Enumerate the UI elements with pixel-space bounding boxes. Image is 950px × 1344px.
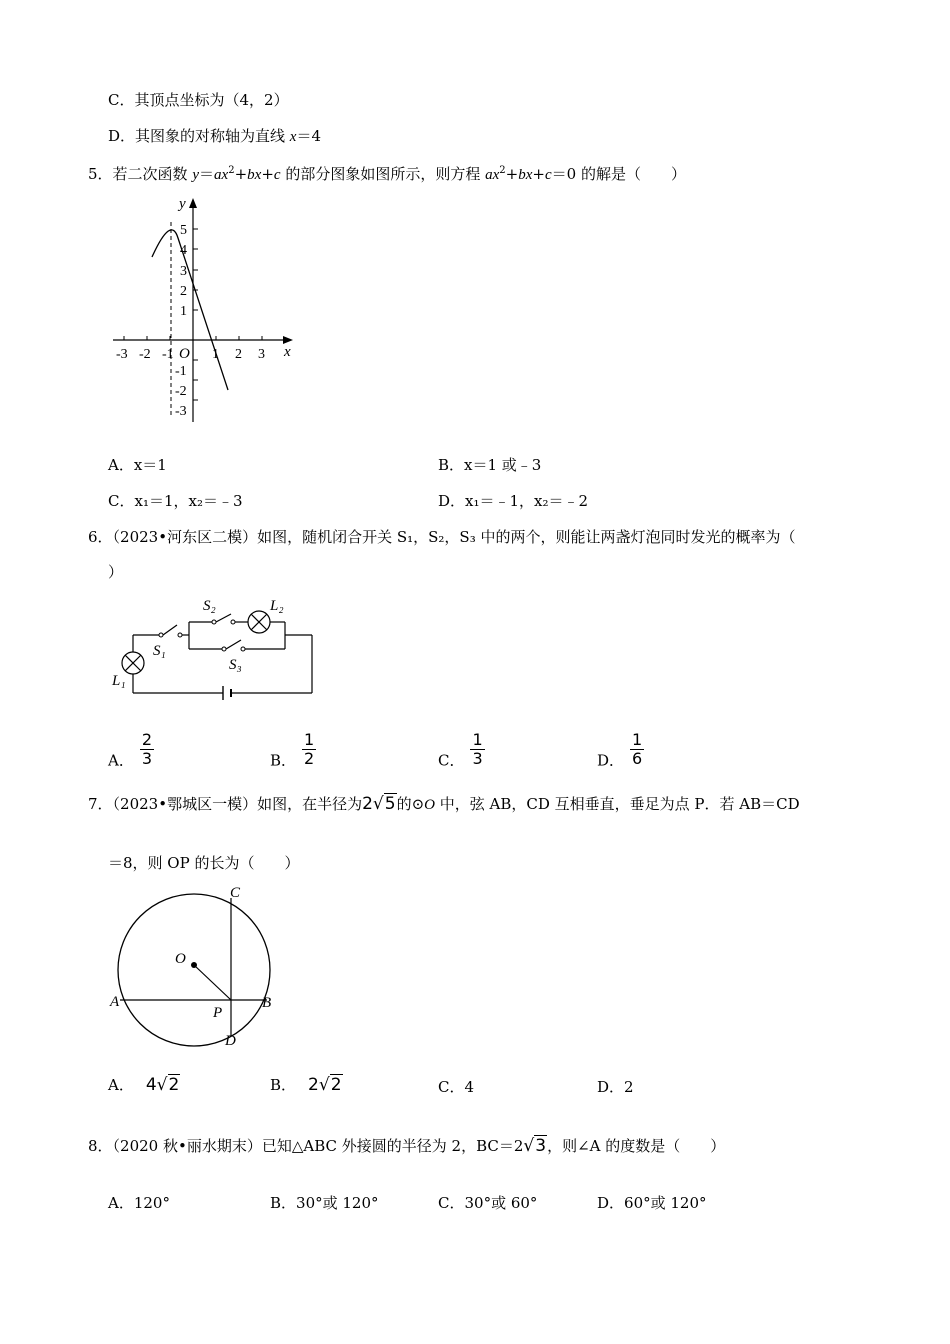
q7-option-b[interactable] [270, 1075, 343, 1095]
q5-number: 5． [88, 165, 113, 183]
q8-option-b-text: 30°或 120° [296, 1194, 379, 1212]
q8-rad: 3 [535, 1136, 547, 1156]
q8-option-b[interactable] [270, 1193, 379, 1213]
q5-y-ticks [193, 229, 198, 400]
q6-option-a-den: 3 [141, 749, 153, 768]
q5-t15: + [532, 165, 545, 183]
q5-option-b[interactable] [438, 455, 541, 475]
q5-option-c-text: x₁＝1，x₂＝﹣3 [134, 492, 243, 510]
q5-xtick-m3: -3 [116, 347, 128, 362]
q5-x-arrow-icon [283, 336, 293, 344]
q5-xtick-m1: -1 [162, 347, 174, 362]
q5-xtick-3: 3 [258, 347, 265, 362]
q5-xtick-2: 2 [235, 347, 242, 362]
q4-option-d [108, 126, 321, 147]
q7-option-b-coef: 2 [308, 1075, 319, 1095]
q5-ytick-m1: -1 [175, 364, 187, 379]
q8-option-a-text: 120° [133, 1194, 170, 1212]
q5-t16: c [544, 167, 552, 183]
q5-t12: 2 [499, 165, 506, 176]
q7-label-a: A [110, 994, 120, 1010]
q5-option-b-letter: B． [438, 456, 465, 474]
q5-y-tick-labels [175, 223, 187, 419]
q6-option-d[interactable] [597, 731, 644, 771]
q6-option-a-fraction [140, 731, 154, 768]
q7-option-c[interactable] [438, 1077, 474, 1097]
q7-option-a[interactable] [108, 1075, 180, 1095]
q5-origin-label: O [179, 346, 190, 362]
q7-text-b: 的⊙ [396, 795, 425, 813]
q8-option-a-letter: A． [108, 1194, 134, 1212]
q6-circuit [105, 595, 345, 710]
q6-stem-line2: ） [108, 563, 124, 581]
q7-figure [105, 880, 285, 1060]
q5-t17: ＝0 的解是（ ） [551, 165, 686, 183]
q8-text-b: ，则∠A 的度数是（ ） [547, 1137, 726, 1155]
q7-label-o: O [175, 951, 186, 967]
q8-option-d-letter: D． [597, 1194, 625, 1212]
q7-option-b-expr: 2√2 [308, 1075, 342, 1095]
q7-label-d: D [225, 1033, 236, 1049]
q8-option-c-text: 30°或 60° [464, 1194, 538, 1212]
q6-option-b-fraction [302, 731, 316, 768]
q8-option-d-text: 60°或 120° [624, 1194, 707, 1212]
q5-ytick-m2: -2 [175, 384, 187, 399]
q5-t9: c [273, 167, 281, 183]
q5-stem [88, 161, 686, 185]
q8-option-c[interactable] [438, 1193, 537, 1213]
q6-option-c-num: 1 [472, 730, 483, 749]
q6-switch-s2 [216, 614, 231, 622]
q5-ytick-1: 1 [180, 304, 187, 319]
q8-stem [88, 1136, 725, 1156]
q6-option-b-den: 2 [304, 749, 315, 768]
q8-rad-expr: √3 [523, 1136, 547, 1156]
q7-option-a-expr: 4√2 [145, 1075, 180, 1095]
q7-label-c: C [230, 885, 241, 901]
q7-option-d[interactable] [597, 1077, 634, 1097]
q7-option-d-text: 2 [624, 1078, 634, 1096]
q7-option-c-text: 4 [464, 1078, 475, 1096]
q6-option-b-letter: B． [270, 751, 297, 770]
q7-option-a-coef: 4 [145, 1075, 157, 1095]
q8-option-c-letter: C． [438, 1194, 465, 1212]
q6-option-a[interactable] [108, 731, 154, 771]
q6-number: 6． [88, 528, 113, 546]
q5-t13: + [505, 165, 519, 183]
q6-label-s3: S₃ [229, 657, 242, 673]
q8-option-d[interactable] [597, 1193, 707, 1213]
q5-x-tick-labels [116, 347, 265, 362]
q6-option-a-num: 2 [141, 730, 153, 749]
q5-xtick-m2: -2 [139, 347, 151, 362]
q5-t6: + [234, 165, 248, 183]
q5-t1: 若二次函数 [112, 165, 193, 183]
q5-t5: 2 [228, 165, 235, 176]
q7-text-c: O [424, 797, 435, 813]
q7-text-d: 中，弦 AB，CD 互相垂直，垂足为点 P．若 AB＝CD [435, 795, 800, 813]
q6-option-d-den: 6 [632, 749, 643, 768]
q7-label-p: P [213, 1005, 223, 1021]
q8-number: 8． [88, 1137, 113, 1155]
q5-option-d[interactable] [438, 491, 588, 511]
q8-option-a[interactable] [108, 1193, 170, 1213]
q7-option-b-letter: B． [270, 1076, 297, 1094]
q5-t2: y [192, 167, 199, 183]
q7-option-d-letter: D． [597, 1078, 625, 1096]
q5-ytick-2: 2 [180, 284, 187, 299]
q5-t8: + [261, 165, 274, 183]
q6-switch-s1 [163, 625, 177, 635]
q5-ytick-3: 3 [180, 264, 187, 279]
q5-option-d-letter: D． [438, 492, 466, 510]
q6-option-a-letter: A． [108, 751, 134, 770]
q8-text-a: （2020 秋•丽水期末）已知△ABC 外接圆的半径为 2，BC＝2 [112, 1137, 524, 1155]
q7-radius-rad: 5 [384, 794, 396, 814]
q7-option-c-letter: C． [438, 1078, 465, 1096]
q5-x-label: x [284, 344, 291, 360]
q6-label-l2: L₂ [270, 598, 284, 614]
q4-option-d-value: ＝4 [296, 127, 322, 145]
q5-t7: bx [247, 167, 262, 183]
q6-switch-s3 [226, 640, 241, 649]
q5-option-c-letter: C． [108, 492, 135, 510]
q7-label-b: B [262, 995, 272, 1011]
q6-label-l1: L₁ [112, 673, 126, 689]
q6-option-b[interactable] [270, 731, 316, 771]
q5-parabola [152, 230, 228, 390]
q6-label-s2: S₂ [203, 598, 216, 614]
q5-y-label: y [179, 196, 186, 212]
q6-option-d-letter: D． [597, 751, 625, 770]
q5-option-d-text: x₁＝﹣1，x₂＝﹣2 [465, 492, 589, 510]
q5-xtick-1: 1 [212, 347, 219, 362]
q5-t11: ax [485, 167, 500, 183]
q7-stem-line1 [88, 794, 800, 815]
q5-option-a-text: x＝1 [133, 456, 167, 474]
q5-t14: bx [518, 167, 533, 183]
q6-option-d-fraction [630, 731, 644, 768]
q5-t10: 的部分图象如图所示，则方程 [280, 165, 486, 183]
q6-option-c-letter: C． [438, 751, 465, 770]
q4-option-d-text: D．其图象的对称轴为直线 [108, 127, 290, 145]
q7-stem-line2: ＝8，则 OP 的长为（ ） [108, 854, 300, 872]
q8-option-b-letter: B． [270, 1194, 297, 1212]
q7-segment-op [194, 965, 231, 1000]
q5-ytick-5: 5 [180, 223, 187, 238]
q6-option-c-den: 3 [472, 749, 483, 768]
q5-ytick-m3: -3 [175, 404, 187, 419]
q5-option-a[interactable] [108, 455, 167, 475]
q6-option-c-fraction [470, 731, 484, 768]
q5-option-c[interactable] [108, 491, 243, 511]
q5-y-arrow-icon [189, 198, 197, 208]
q7-option-a-letter: A． [108, 1076, 134, 1094]
q5-t3: ＝ [199, 165, 215, 183]
q7-center-dot [191, 962, 197, 968]
q6-option-d-num: 1 [632, 730, 643, 749]
q7-radius-coef: 2 [362, 794, 373, 814]
q4-option-d-var: x [289, 129, 297, 145]
q5-option-b-text: x＝1 或﹣3 [464, 456, 542, 474]
q5-option-a-letter: A． [108, 456, 134, 474]
q7-radius-expr: 2√5 [362, 794, 396, 814]
q6-label-s1: S₁ [153, 643, 166, 659]
q7-number: 7． [88, 795, 113, 813]
q7-option-a-rad: 2 [168, 1075, 180, 1095]
q4-option-c: C．其顶点坐标为（4，2） [108, 91, 289, 109]
q7-text-a: （2023•鄂城区一模）如图，在半径为 [112, 795, 363, 813]
q6-option-c[interactable] [438, 731, 485, 771]
q7-circle [118, 894, 270, 1046]
q5-graph [105, 190, 305, 430]
q5-t4: ax [214, 167, 229, 183]
q6-text-line1: （2023•河东区二模）如图，随机闭合开关 S₁，S₂，S₃ 中的两个，则能让两盏灯泡同时发光的概率为（ [112, 528, 796, 546]
q6-stem-line1 [88, 527, 795, 547]
q6-option-b-num: 1 [304, 730, 315, 749]
q5-ytick-4: 4 [180, 243, 187, 258]
q7-option-b-rad: 2 [330, 1075, 342, 1095]
